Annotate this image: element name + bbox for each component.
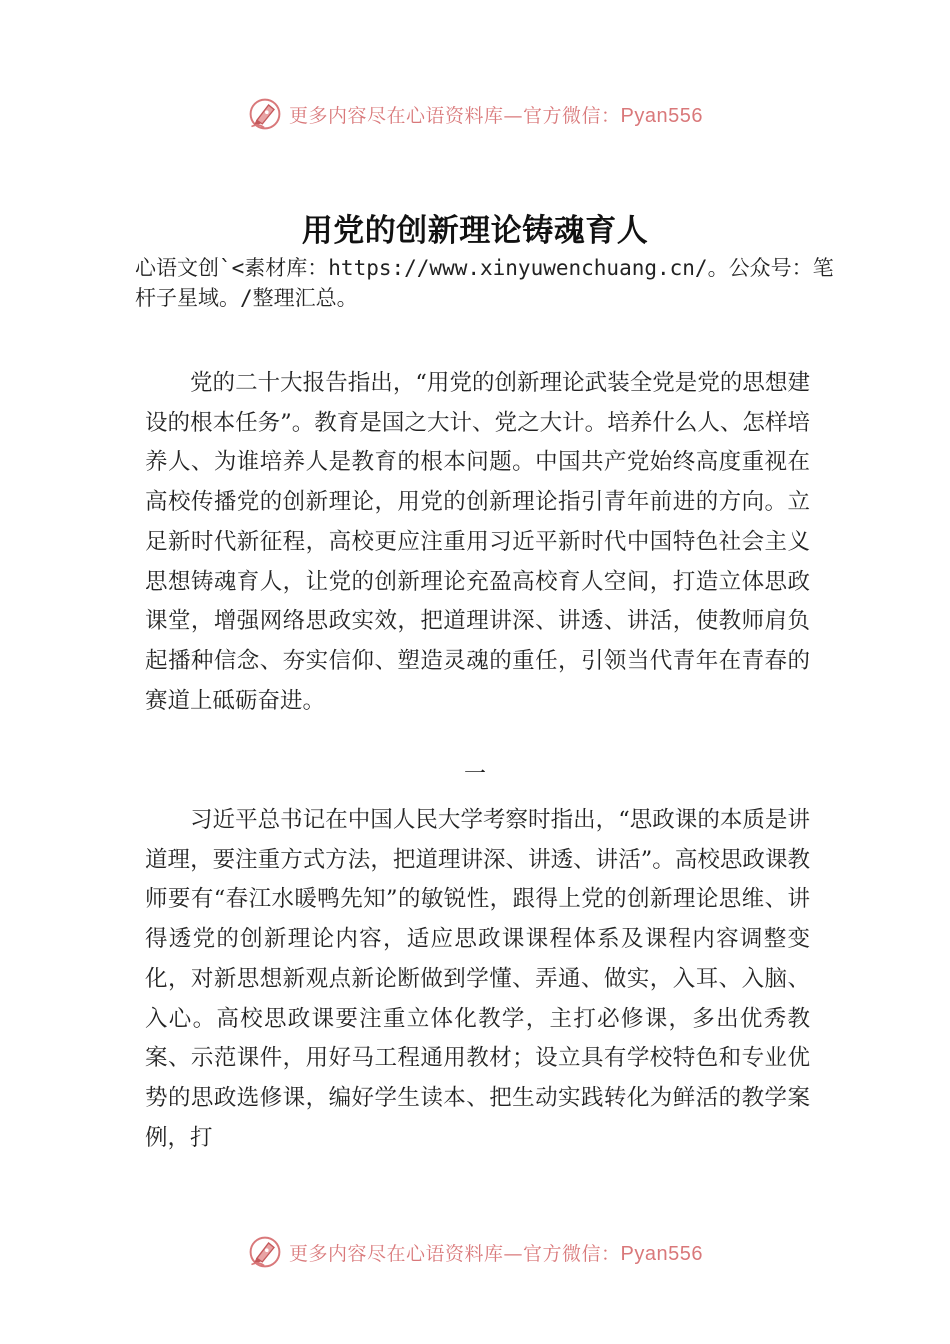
watermark-text: 更多内容尽在心语资料库—官方微信：Pyan556	[289, 104, 703, 127]
source-line: 心语文创`<素材库：https://www.xinyuwenchuang.cn/。公众号：笔杆子星域。/整理汇总。	[135, 256, 834, 310]
footer-watermark	[0, 1232, 950, 1272]
section-number: 一	[463, 762, 486, 787]
paragraph-section-one: 习近平总书记在中国人民大学考察时指出，“思政课的本质是讲道理，要注重方式方法，把道理讲深、讲透、讲活”。高校思政课教师要有“春江水暖鸭先知”的敏锐性，跟得上党的创新理论思维、讲得透党的创新理论内容，适应思政课课程体系及课程内容调整变化，对新思想新观点新论断做到学懂、弄通、做实，入耳、入脑、入心。高校思政课要注重立体化教学，主打必修课，多出优秀教案、示范课件，用好马工程通用教材；设立具有学校特色和专业优势的思政选修课，编好学生读本、把生动实践转化为鲜活的教学案例，打	[145, 807, 810, 1151]
watermark-text: 更多内容尽在心语资料库—官方微信：Pyan556	[289, 1242, 703, 1265]
pen-nib-logo-icon	[247, 1234, 283, 1270]
header-watermark	[0, 94, 950, 134]
paragraph-intro: 党的二十大报告指出，“用党的创新理论武装全党是党的思想建设的根本任务”。教育是国之大计、党之大计。培养什么人、怎样培养人、为谁培养人是教育的根本问题。中国共产党始终高度重视在高校传播党的创新理论，用党的创新理论指引青年前进的方向。立足新时代新征程，高校更应注重用习近平新时代中国特色社会主义思想铸魂育人，让党的创新理论充盈高校育人空间，打造立体思政课堂，增强网络思政实效，把道理讲深、讲透、讲活，使教师肩负起播种信念、夯实信仰、塑造灵魂的重任，引领当代青年在青春的赛道上砥砺奋进。	[145, 370, 810, 714]
document-title: 用党的创新理论铸魂育人	[301, 213, 649, 249]
pen-nib-logo-icon	[247, 96, 283, 132]
